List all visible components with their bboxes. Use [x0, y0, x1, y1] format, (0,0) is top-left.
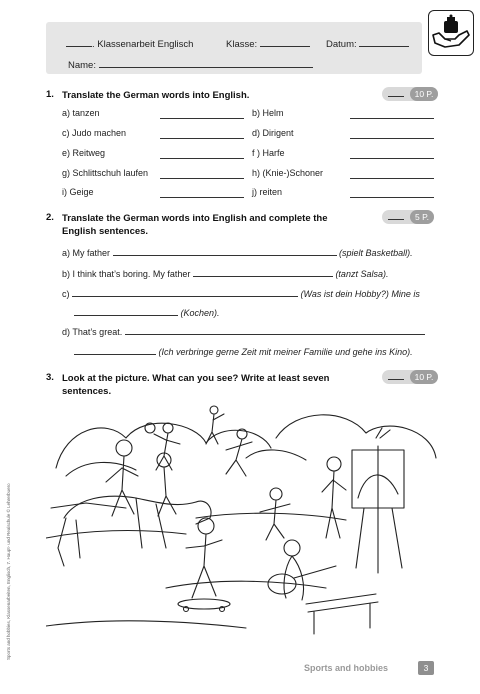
task1-answer-i[interactable] [160, 197, 244, 198]
task1-item-i: i) Geige [62, 187, 94, 197]
task2-sentence-c [62, 287, 420, 299]
test-number-field[interactable] [66, 36, 92, 47]
task2-sentence-d2 [74, 345, 413, 357]
task2-answer-d2[interactable] [74, 345, 156, 355]
task1-answer-g[interactable] [160, 178, 244, 179]
task1-answer-d[interactable] [350, 138, 434, 139]
task2-a-hint: (spielt Basketball). [339, 248, 413, 258]
name-label: Name: [68, 60, 96, 71]
task1-item-h: h) (Knie-)Schoner [252, 168, 324, 178]
task2-answer-a[interactable] [113, 246, 337, 256]
task1-item-d: d) Dirigent [252, 128, 294, 138]
task1-answer-b[interactable] [350, 118, 434, 119]
class-label: Klasse: [226, 39, 258, 50]
class-row [226, 36, 310, 50]
task1-answer-a[interactable] [160, 118, 244, 119]
task2-title-line2: English sentences. [62, 226, 149, 237]
footer-topic: Sports and hobbies [304, 663, 389, 673]
task1-points-box [382, 87, 438, 101]
task1-item-b: b) Helm [252, 108, 284, 118]
task2-points-box [382, 210, 434, 224]
sports-hobbies-illustration [46, 398, 438, 650]
task2-c-hint: (Was ist dein Hobby?) Mine is [300, 289, 420, 299]
task3-points-field[interactable] [388, 379, 404, 380]
task3-title-line2: sentences. [62, 386, 112, 397]
task2-sentence-b [62, 267, 388, 279]
task1-item-e: e) Reitweg [62, 148, 106, 158]
side-copyright-text: Sports and hobbies, Klassenarbeiten, Englisch, 7. Haupt- und Realschule © Lehrerbuero [6, 483, 11, 660]
task2-points-field[interactable] [388, 219, 404, 220]
task2-c-prefix: c) [62, 289, 70, 299]
task1-item-j: j) reiten [252, 187, 283, 197]
task2-sentence-a [62, 246, 413, 258]
task1-item-g: g) Schlittschuh laufen [62, 168, 149, 178]
task2-sentence-c2 [74, 306, 220, 318]
logo-box [428, 10, 474, 56]
task1-answer-e[interactable] [160, 158, 244, 159]
task2-answer-c2[interactable] [74, 306, 178, 316]
task2-d2-hint: (Ich verbringe gerne Zeit mit meiner Familie und gehe ins Kino). [158, 347, 413, 357]
test-title-row [66, 36, 193, 50]
date-row [326, 36, 409, 50]
name-field[interactable] [99, 57, 313, 68]
task3-points-value: 10 P. [410, 370, 438, 384]
task2-title-line1: Translate the German words into English and complete the [62, 213, 328, 224]
task3-title-line1: Look at the picture. What can you see? Write at least seven [62, 373, 330, 384]
test-title: . Klassenarbeit Englisch [92, 39, 194, 50]
task1-item-c: c) Judo machen [62, 128, 127, 138]
task1-number: 1. [46, 89, 54, 100]
date-label: Datum: [326, 39, 357, 50]
task2-c2-hint: (Kochen). [180, 308, 220, 318]
task1-answer-f[interactable] [350, 158, 434, 159]
hand-holding-pot-icon [429, 11, 473, 55]
page-number: 3 [418, 661, 434, 675]
task2-answer-b[interactable] [193, 267, 333, 277]
task1-title: Translate the German words into English. [62, 90, 250, 101]
task3-points-box [382, 370, 438, 384]
task1-points-field[interactable] [388, 96, 404, 97]
class-field[interactable] [260, 36, 310, 47]
task1-item-a: a) tanzen [62, 108, 100, 118]
task2-points-value: 5 P. [410, 210, 434, 224]
task1-answer-c[interactable] [160, 138, 244, 139]
task1-points-value: 10 P. [410, 87, 438, 101]
task1-answer-h[interactable] [350, 178, 434, 179]
task2-number: 2. [46, 212, 54, 223]
task2-b-hint: (tanzt Salsa). [335, 269, 389, 279]
date-field[interactable] [359, 36, 409, 47]
task2-sentence-d [62, 325, 425, 337]
task2-b-prefix: b) I think that’s boring. My father [62, 269, 191, 279]
side-copyright [6, 483, 16, 660]
task2-answer-c[interactable] [72, 287, 298, 297]
name-row [68, 57, 313, 71]
task1-item-f: f ) Harfe [252, 148, 285, 158]
task2-d-prefix: d) That’s great. [62, 327, 123, 337]
task2-a-prefix: a) My father [62, 248, 111, 258]
task3-number: 3. [46, 372, 54, 383]
task2-answer-d[interactable] [125, 325, 425, 335]
task1-answer-j[interactable] [350, 197, 434, 198]
